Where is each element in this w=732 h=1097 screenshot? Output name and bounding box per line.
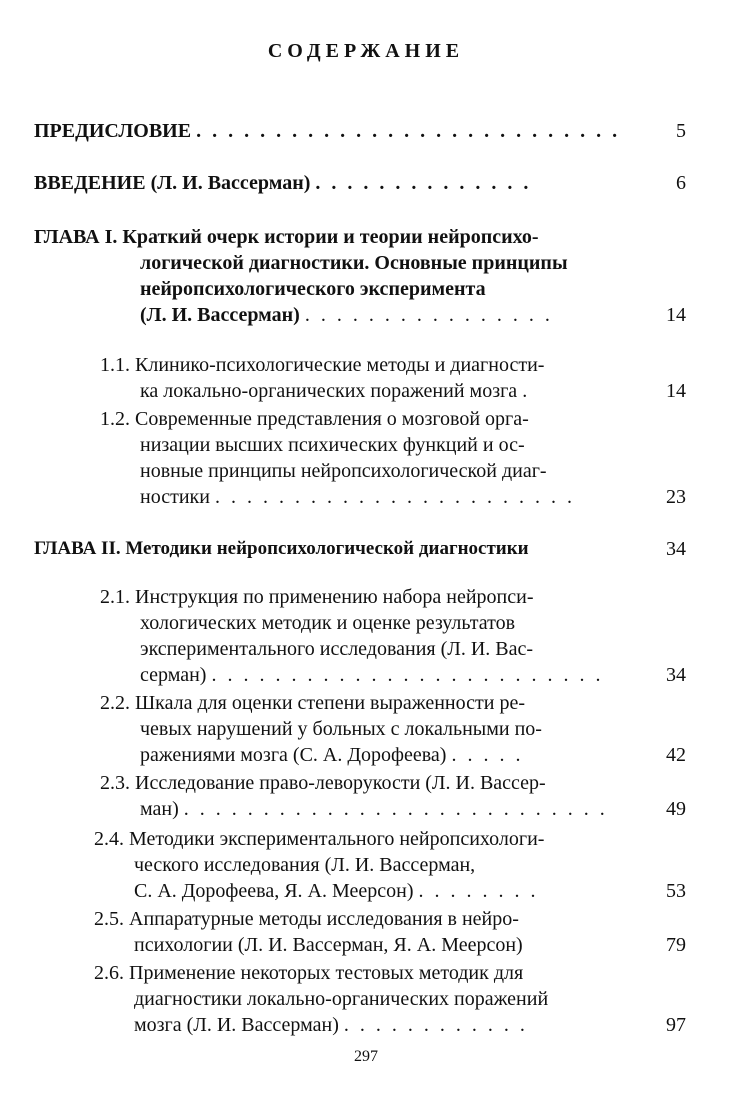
toc-entry-intro: [34, 170, 531, 196]
toc-entry-section-1-2-line: низации высших психических функций и ос-: [140, 434, 525, 456]
toc-entry-text: ка локально-органических поражений мозга: [140, 380, 518, 402]
toc-entry-text: ман): [140, 798, 179, 820]
toc-entry-chapter-2: ГЛАВА II. Методики нейропсихологической диагностики: [34, 538, 529, 559]
page-number: 49: [666, 798, 686, 820]
leader-dots: . . . . . . . . . . . . . .: [315, 172, 532, 194]
leader-dots: . . . . . . . . . . . . . . . . . . . . . . . . . . .: [183, 798, 608, 820]
page-number: 97: [666, 1014, 686, 1036]
leader-dots: . . . . . . . .: [418, 880, 539, 902]
toc-entry-section-1-1-line: [140, 378, 530, 404]
toc-entry-section-2-2-line: [140, 742, 523, 768]
leader-dots: . . . . . . . . . . . . . . . . . . . . . . . . .: [211, 664, 604, 686]
toc-entry-section-2-1-line: хологических методик и оценке результатов: [140, 612, 516, 634]
toc-entry-text: ВВЕДЕНИЕ (Л. И. Вассерман): [34, 172, 311, 194]
toc-entry-text: ностики: [140, 486, 210, 508]
toc-entry-chapter-1-line: ГЛАВА I. Краткий очерк истории и теории нейропсихо-: [34, 226, 539, 248]
toc-entry-section-2-3-line: 2.3. Исследование право-леворукости (Л. И. Вассер-: [100, 772, 546, 794]
toc-entry-chapter-1-line: логической диагностики. Основные принципы: [140, 252, 568, 274]
toc-entry-section-2-1-line: [140, 662, 603, 688]
toc-entry-section-2-4-line: 2.4. Методики экспериментального нейропсихологи-: [94, 828, 545, 850]
leader-dots: . . . . . . . . . . . .: [343, 1014, 528, 1036]
folio-page-number: 297: [354, 1048, 378, 1065]
toc-entry-section-2-1-line: экспериментального исследования (Л. И. Вас-: [140, 638, 534, 660]
page-number: 42: [666, 744, 686, 766]
toc-entry-text: С. А. Дорофеева, Я. А. Меерсон): [134, 880, 414, 902]
page-number: 34: [666, 664, 686, 686]
leader-dots: . . . . . . . . . . . . . . . . . . . . . . .: [214, 486, 575, 508]
toc-entry-section-2-6-line: [134, 1012, 528, 1038]
toc-entry-chapter-1-line: нейропсихологического эксперимента: [140, 278, 486, 300]
leader-dots: .: [522, 380, 531, 402]
toc-entry-section-1-2-line: 1.2. Современные представления о мозговой орга-: [100, 408, 529, 430]
toc-entry-section-2-4-line: ческого исследования (Л. И. Вассерман,: [134, 854, 476, 876]
leader-dots: . . . . .: [451, 744, 524, 766]
leader-dots: . . . . . . . . . . . . . . . . . . . . . . . . . . .: [196, 120, 621, 142]
toc-entry-text: ПРЕДИСЛОВИЕ: [34, 120, 192, 142]
page-number: 34: [666, 538, 686, 560]
page-number: 79: [666, 934, 686, 956]
toc-entry-text: ражениями мозга (С. А. Дорофеева): [140, 744, 447, 766]
toc-entry-section-2-5-line: психологии (Л. И. Вассерман, Я. А. Меерсон): [134, 934, 523, 956]
toc-entry-preface: [34, 118, 620, 144]
toc-entry-text: серман): [140, 664, 207, 686]
page-number: 14: [666, 380, 686, 402]
page-number: 6: [676, 172, 686, 194]
page-number: 23: [666, 486, 686, 508]
toc-entry-section-2-3-line: [140, 796, 608, 822]
toc-entry-section-2-6-line: диагностики локально-органических поражений: [134, 988, 549, 1010]
toc-entry-section-2-1-line: 2.1. Инструкция по применению набора нейропси-: [100, 586, 534, 608]
page-number: 5: [676, 120, 686, 142]
toc-entry-section-1-2-line: новные принципы нейропсихологической диаг-: [140, 460, 547, 482]
toc-entry-text: (Л. И. Вассерман): [140, 304, 300, 326]
toc-entry-section-1-2-line: [140, 484, 575, 510]
toc-entry-text: мозга (Л. И. Вассерман): [134, 1014, 339, 1036]
toc-entry-section-2-5-line: 2.5. Аппаратурные методы исследования в нейро-: [94, 908, 519, 930]
page-number: 14: [666, 304, 686, 326]
toc-entry-section-2-4-line: [134, 878, 539, 904]
toc-entry-chapter-1-line: [140, 302, 553, 328]
toc-entry-section-2-6-line: 2.6. Применение некоторых тестовых методик для: [94, 962, 524, 984]
page-title: СОДЕРЖАНИЕ: [267, 40, 465, 62]
toc-entry-section-1-1-line: 1.1. Клинико-психологические методы и диагности-: [100, 354, 545, 376]
toc-entry-section-2-2-line: чевых нарушений у больных с локальными по-: [140, 718, 542, 740]
leader-dots: . . . . . . . . . . . . . . . .: [304, 304, 553, 326]
toc-entry-section-2-2-line: 2.2. Шкала для оценки степени выраженности ре-: [100, 692, 525, 714]
page-number: 53: [666, 880, 686, 902]
